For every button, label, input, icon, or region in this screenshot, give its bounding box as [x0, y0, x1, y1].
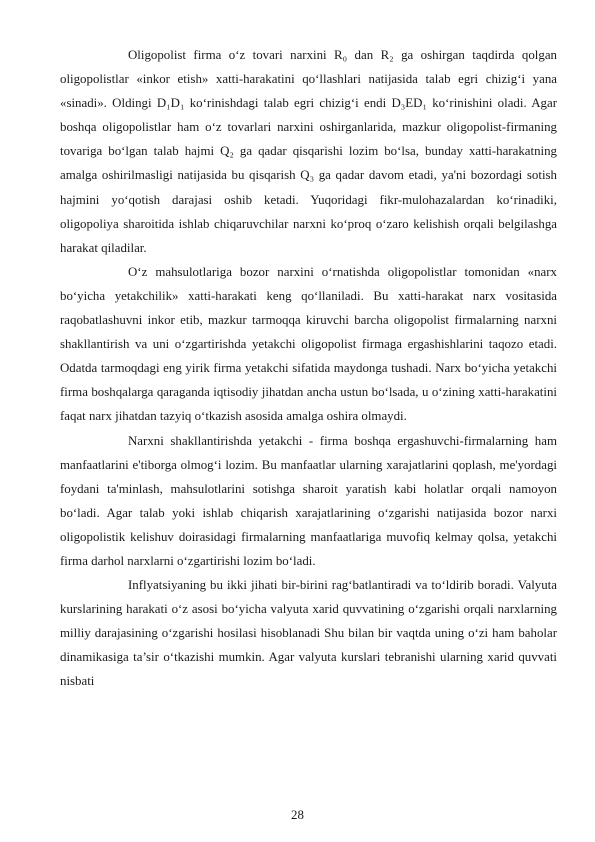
- paragraph-leader-firm-interests: Narxni shakllantirishda yetakchi - firma boshqa ergashuvchi-firmalarning ham manfaatlarini e'tiborga olmog‘i lozim. Bu manfaatlar ularning xarajatlarini qoplash, me'yordagi foydani ta'minlash, mahsulotlarini sotishga sharoit yaratish kabi holatlar orqali namoyon bo‘ladi. Agar talab yoki ishlab chiqarish xarajatlarining o‘zgarishi natijasida bozor narxi oligopolistik kelishuv doirasidagi firmalarning manfaatlariga muvofiq kelmay qolsa, yetakchi firma darhol narxlarni o‘zgartirishi lozim bo‘ladi.: [60, 433, 557, 568]
- paragraph-oligopolist-price-raise: Oligopolist firma o‘z tovari narxini R₀ dan R₂ ga oshirgan taqdirda qolgan oligopolistlar «inkor etish» xatti-harakatini qo‘llashlari natijasida talab egri chizig‘i yana «sinadi». Oldingi D₁D₁ ko‘rinishdagi talab egri chizig‘i endi D₃ED₁ ko‘rinishini oladi. Agar boshqa oligopolistlar ham o‘z tovarlari narxini oshirganlarida, mazkur oligopolist-firmaning tovariga bo‘lgan talab hajmi Q₂ ga qadar qisqarishi lozim bo‘lsa, bunday xatti-harakatning amalga oshirilmasligi natijasida bu qisqarish Q₃ ga qadar davom etadi, ya'ni bozordagi sotish hajmini yo‘qotish darajasi oshib ketadi. Yuqoridagi fikr-mulohazalardan ko‘rinadiki, oligopoliya sharoitida ishlab chiqaruvchilar narxni ko‘proq o‘zaro kelishish orqali belgilashga harakat qiladilar.: [60, 48, 557, 255]
- page-number: 28: [291, 808, 304, 822]
- document-page: [60, 43, 557, 694]
- paragraph-price-leadership: O‘z mahsulotlariga bozor narxini o‘rnatishda oligopolistlar tomonidan «narx bo‘yicha yetakchilik» xatti-harakati keng qo‘llaniladi. Bu xatti-harakat narx vositasida raqobatlashuvni inkor etib, mazkur tarmoqqa kiruvchi barcha oligopolist firmalarning narxni shakllantirish va uni o‘zgartirishda yetakchi oligopolist firmaga ergashishlarini taqozo etadi. Odatda tarmoqdagi eng yirik firma yetakchi sifatida maydonga tushadi. Narx bo‘yicha yetakchi firma boshqalarga qaraganda iqtisodiy jihatdan ancha ustun bo‘lsada, u o‘zining xatti-harakatini faqat narx jihatdan tazyiq o‘tkazish asosida amalga oshira olmaydi.: [60, 264, 557, 424]
- paragraph-inflation-currency: Inflyatsiyaning bu ikki jihati bir-birini rag‘batlantiradi va to‘ldirib boradi. Valyuta kurslarining harakati o‘z asosi bo‘yicha valyuta xarid quvvatining o‘zgarishi orqali narxlarning milliy darajasining o‘zgarishi hosilasi hisoblanadi Shu bilan bir vaqtda uning o‘zi ham baholar dinamikasiga ta’sir o‘tkazishi mumkin. Agar valyuta kurslari tebranishi ularning xarid quvvati nisbati: [60, 578, 557, 689]
